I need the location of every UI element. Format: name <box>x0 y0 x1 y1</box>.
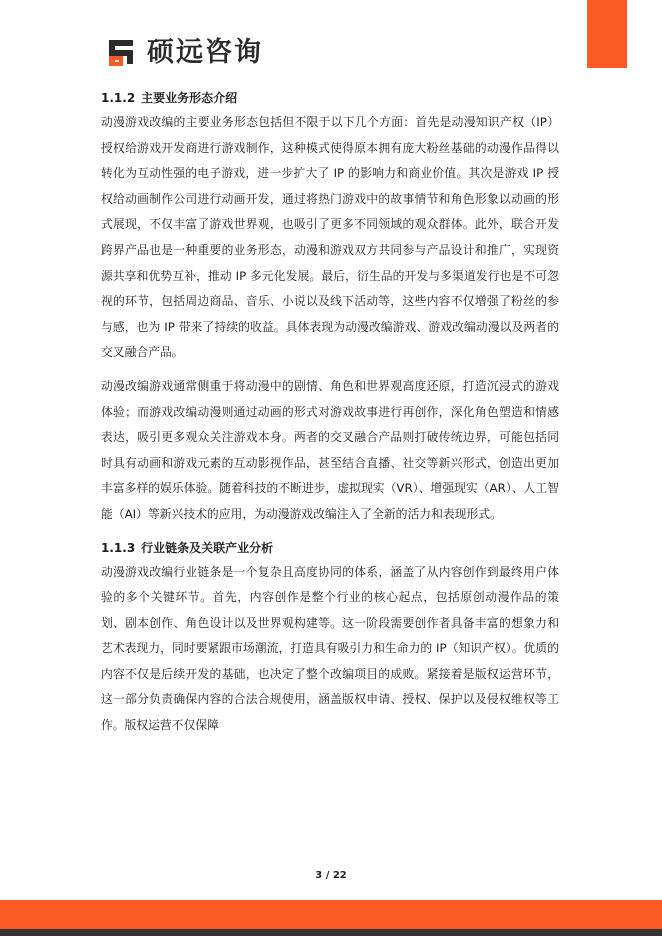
section-heading-1-1-2 <box>101 86 559 110</box>
brand-logo <box>107 36 263 70</box>
document-body <box>101 86 559 739</box>
paragraph: 动漫游戏改编行业链条是一个复杂且高度协同的体系，涵盖了从内容创作到最终用户体验的多个关键环节。首先，内容创作是整个行业的核心起点，包括原创动漫作品的策划、剧本创作、角色设计以及世界观构建等。这一阶段需要创作者具备丰富的想象力和艺术表现力，同时要紧跟市场潮流，打造具有吸引力和生命力的 IP（知识产权）。优质的内容不仅是后续开发的基础，也决定了整个改编项目的成败。紧接着是版权运营环节，这一部分负责确保内容的合法合规使用，涵盖版权申请、授权、保护以及侵权维权等工作。版权运营不仅保障 <box>101 564 559 733</box>
footer-dark-strip <box>0 929 662 936</box>
paragraph: 动漫改编游戏通常侧重于将动漫中的剧情、角色和世界观高度还原，打造沉浸式的游戏体验；而游戏改编动漫则通过动画的形式对游戏故事进行再创作，深化角色塑造和情感表达，吸引更多观众关注游戏本身。两者的交叉融合产品则打破传统边界，可能包括同时具有动画和游戏元素的互动影视作品，甚至结合直播、社交等新兴形式，创造出更加丰富多样的娱乐体验。随着科技的不断进步，虚拟现实（VR）、增强现实（AR）、人工智能（AI）等新兴技术的应用，为动漫游戏改编注入了全新的活力和表现形式。 <box>101 378 559 521</box>
logo-mark-icon <box>107 38 139 68</box>
section-title: 行业链条及关联产业分析 <box>141 540 274 555</box>
page-number: 3 / 22 <box>315 870 347 881</box>
paragraph: 动漫游戏改编的主要业务形态包括但不限于以下几个方面：首先是动漫知识产权（IP）授权给游戏开发商进行游戏制作，这种模式使得原本拥有庞大粉丝基础的动漫作品得以转化为互动性强的电子游戏，进一步扩大了 IP 的影响力和商业价值。其次是游戏 IP 授权给动画制作公司进行动画开发，通过将热门游戏中的故事情节和角色形象以动画的形式展现，不仅丰富了游戏世界观，也吸引了更多不同领域的观众群体。此外，联合开发跨界产品也是一种重要的业务形态，动漫和游戏双方共同参与产品设计和推广，实现资源共享和优势互补，推动 IP 多元化发展。最后，衍生品的开发与多渠道发行也是不可忽视的环节，包括周边商品、音乐、小说以及线下活动等，这些内容不仅增强了粉丝的参与感，也为 IP 带来了持续的收益。具体表现为动漫改编游戏、游戏改编动漫以及两者的交叉融合产品。 <box>101 115 559 360</box>
section-number: 1.1.3 <box>101 540 136 555</box>
corner-accent-tab <box>587 0 627 68</box>
brand-name: 硕远咨询 <box>147 37 263 68</box>
section-number: 1.1.2 <box>101 91 136 105</box>
section-title: 主要业务形态介绍 <box>141 91 238 105</box>
footer-accent-bar <box>0 900 662 929</box>
section-heading-1-1-3 <box>101 536 559 560</box>
